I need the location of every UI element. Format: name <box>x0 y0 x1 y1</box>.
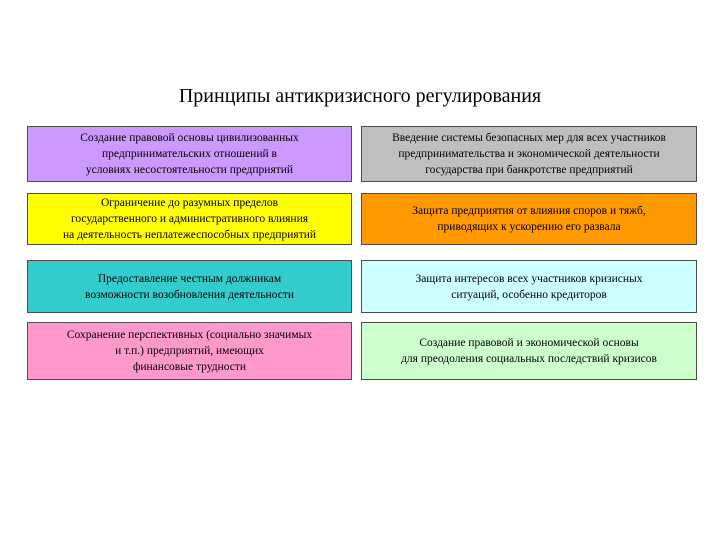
principle-box-social-consequences <box>361 322 697 380</box>
principle-line: Создание правовой и экономической основы <box>419 337 639 349</box>
principle-box-preserve-enterprises <box>27 322 352 380</box>
principle-line: Введение системы безопасных мер для всех участников <box>392 132 666 144</box>
principle-line: для преодоления социальных последствий кризисов <box>401 353 657 365</box>
principle-line: государственного и административного влияния <box>70 213 309 225</box>
principle-line: условиях несостоятельности предприятий <box>85 164 294 176</box>
principle-line: государства при банкротстве предприятий <box>425 164 633 176</box>
principle-line: и т.п.) предприятий, имеющих <box>115 345 264 357</box>
principle-box-legal-basis <box>27 126 352 182</box>
principle-box-limit-state-influence <box>27 193 352 245</box>
principle-line: финансовые трудности <box>132 361 247 373</box>
principle-line: предпринимательских отношений в <box>102 148 277 160</box>
principle-line: Сохранение перспективных (социально значимых <box>66 329 313 341</box>
principle-box-safety-measures <box>361 126 697 182</box>
principle-line: Защита интересов всех участников кризисных <box>415 272 643 285</box>
principle-line: приводящих к ускорению его развала <box>437 221 621 233</box>
principle-line: Предоставление честным должникам <box>97 272 282 285</box>
principle-line: Ограничение до разумных пределов <box>100 197 279 209</box>
principle-line: Создание правовой основы цивилизованных <box>80 132 299 144</box>
principle-box-creditor-protection <box>361 260 697 313</box>
principle-line: возможности возобновления деятельности <box>84 288 295 301</box>
principle-line: Защита предприятия от влияния споров и тяжб, <box>412 205 646 217</box>
principle-box-honest-debtors <box>27 260 352 313</box>
principle-line: ситуаций, особенно кредиторов <box>451 288 607 301</box>
principle-line: на деятельность неплатежеспособных предприятий <box>62 229 317 241</box>
principle-box-dispute-protection <box>361 193 697 245</box>
diagram-title: Принципы антикризисного регулирования <box>178 85 542 107</box>
principle-line: предпринимательства и экономической деятельности <box>398 148 660 160</box>
